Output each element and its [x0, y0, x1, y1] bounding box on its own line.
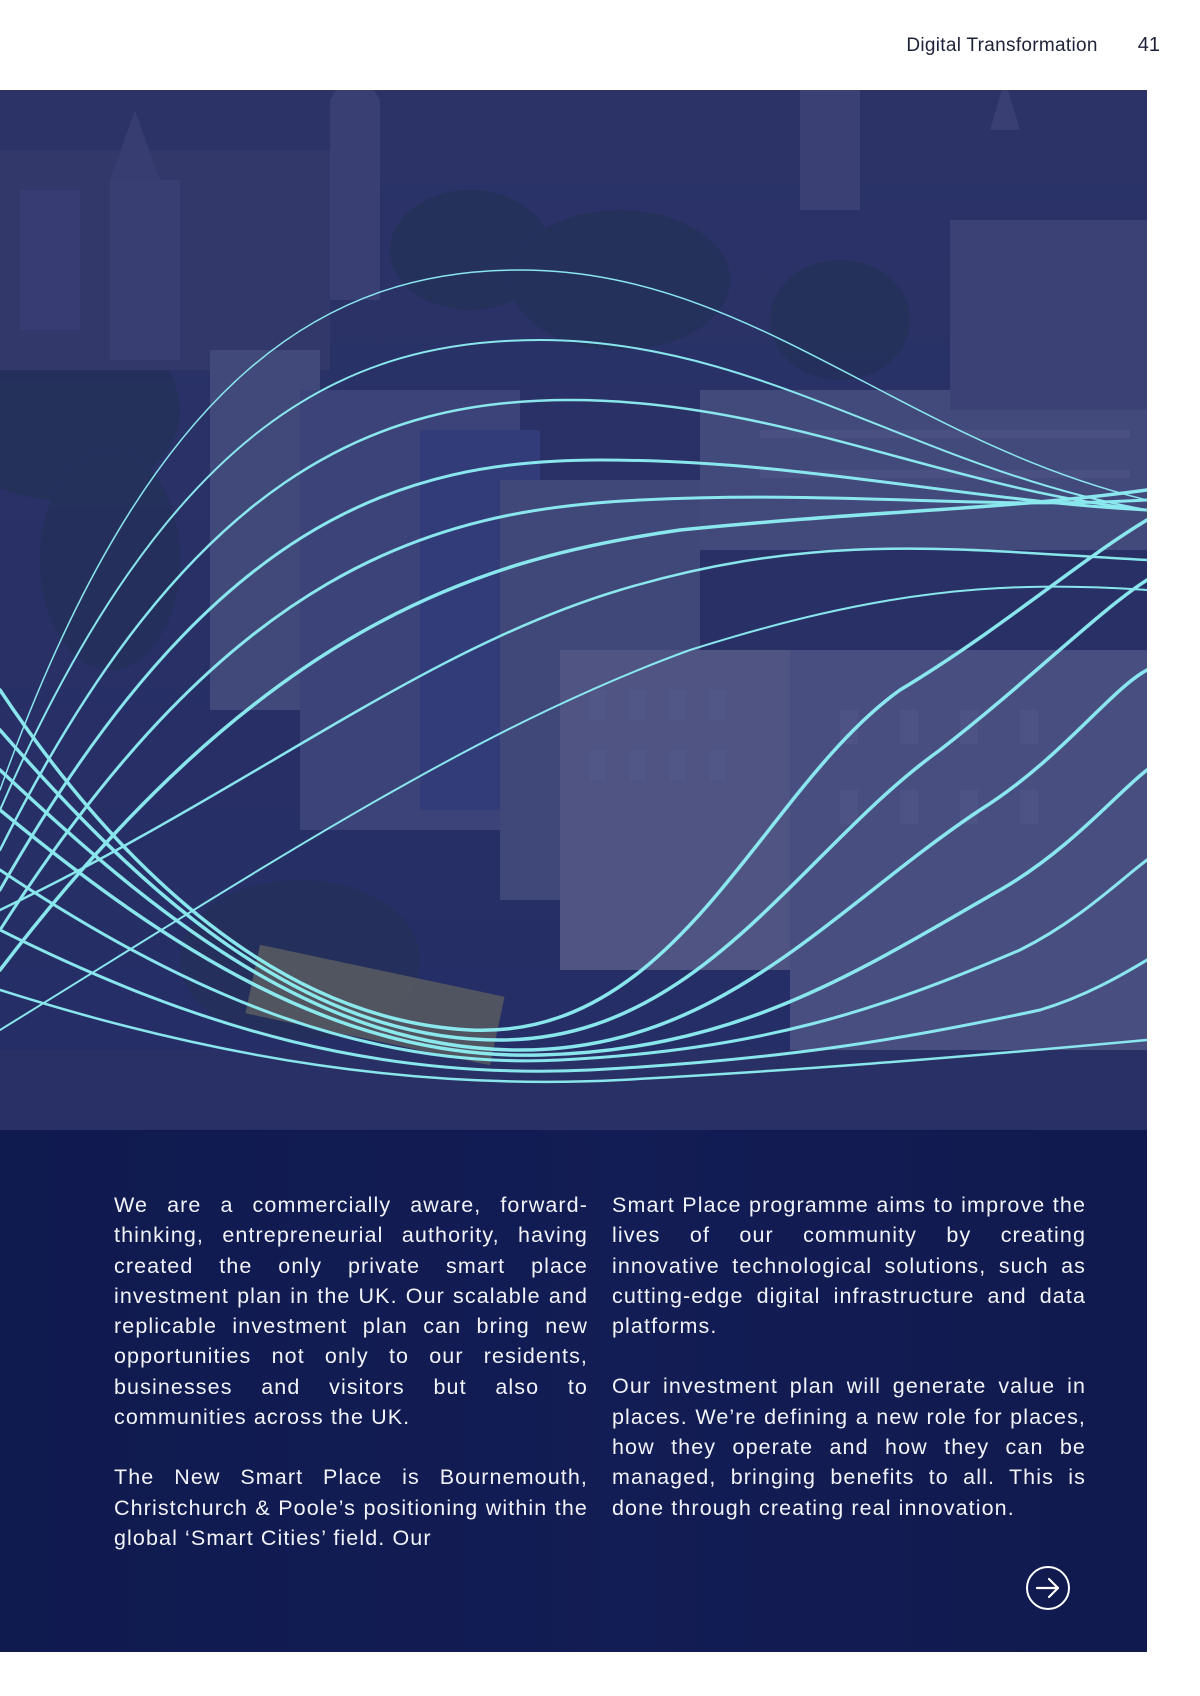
city-photo-with-waves	[0, 90, 1147, 1130]
hero-image	[0, 90, 1147, 1130]
arrow-right-icon	[1035, 1577, 1061, 1599]
left-column	[114, 1190, 588, 1583]
right-column	[612, 1190, 1086, 1553]
right-paragraph-2: Our investment plan will generate value in places. We’re defining a new role for places, how they operate and how they can be managed, bringing benefits to all. This is done through creating real innovation.	[612, 1374, 1086, 1520]
next-page-button[interactable]	[1026, 1566, 1070, 1610]
page-header	[906, 34, 1160, 57]
right-paragraph-1: Smart Place programme aims to improve the lives of our community by creating innovative technological solutions, such as cutting-edge digital infrastructure and data platforms.	[612, 1193, 1086, 1339]
section-title: Digital Transformation	[906, 35, 1098, 56]
page-number: 41	[1137, 34, 1160, 56]
left-paragraph-2: The New Smart Place is Bournemouth, Christchurch & Poole’s positioning within the global ‘Smart Cities’ field. Our	[114, 1465, 588, 1550]
body-text-panel	[0, 1130, 1147, 1652]
blue-overlay	[0, 90, 1147, 1130]
left-paragraph-1: We are a commercially aware, forward-thinking, entrepreneurial authority, having created the only private smart place investment plan in the UK. Our scalable and replicable investment plan can bring new opportunities not only to our residents, businesses and visitors but also to communities across the UK.	[114, 1193, 588, 1430]
